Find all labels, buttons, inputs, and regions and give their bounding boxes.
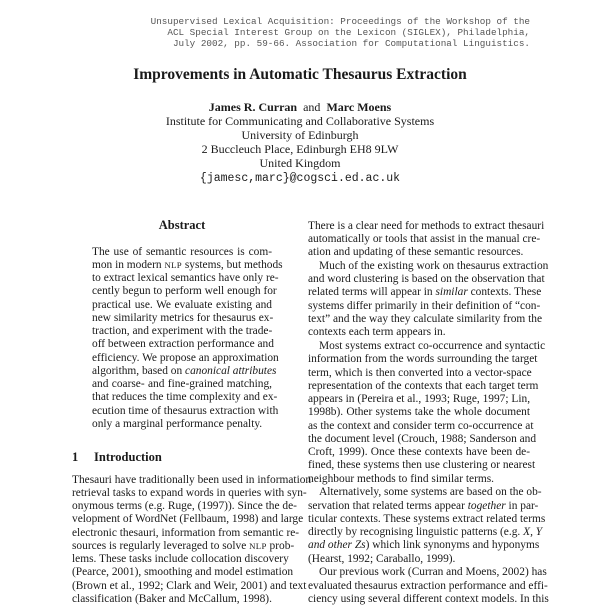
paragraph	[72, 473, 312, 606]
header-line: Unsupervised Lexical Acquisition: Proceedings of the Workshop of the	[150, 16, 530, 27]
text-line: 1998b). Other systems take the whole document	[308, 406, 530, 419]
author-name: Marc Moens	[326, 100, 392, 114]
text-line: evaluated thesaurus extraction performance and effi-	[308, 579, 548, 592]
author-block	[0, 100, 600, 186]
text-line: representation of the contexts that each target term	[308, 379, 539, 392]
section-number: 1	[72, 450, 79, 464]
text-line: fined, these systems then use clustering or nearest	[308, 459, 536, 472]
text-segment: contexts. These	[467, 286, 542, 299]
author-names	[0, 100, 600, 114]
text-line	[308, 539, 540, 552]
text-line: Thesauri have traditionally been used in information	[72, 473, 312, 486]
italic-text: canonical attributes	[185, 364, 277, 377]
paragraph	[92, 245, 283, 432]
text-line: traction, and experiment with the trade-	[92, 325, 273, 338]
italic-text: similar	[435, 286, 468, 299]
text-line	[308, 526, 543, 539]
text-line: There is a clear need for methods to extract thesauri	[308, 219, 545, 232]
text-line: and word clustering is based on the observation that	[308, 273, 545, 286]
paper-title: Improvements in Automatic Thesaurus Extraction	[133, 66, 467, 83]
text-line: lems. These tasks include collocation discovery	[72, 553, 289, 566]
small-caps-text: NLP	[164, 259, 182, 270]
text-line: term, which is then converted into a vector-space	[308, 366, 532, 379]
text-line: off between extraction performance and	[92, 338, 274, 351]
header-line: ACL Special Interest Group on the Lexicon (SIGLEX), Philadelphia,	[167, 27, 530, 38]
text-line: ticular contexts. These systems extract related terms	[308, 512, 546, 525]
introduction-body	[72, 473, 312, 606]
text-line: only a marginal performance penalty.	[92, 417, 263, 430]
text-line: ation and updating of these semantic resources.	[308, 246, 524, 259]
text-line: systems differ primarily in their definition of “con-	[308, 299, 541, 312]
text-line: electronic thesauri, information from semantic re-	[72, 526, 300, 539]
affiliation-line: United Kingdom	[259, 156, 341, 170]
text-line: The use of semantic resources is com-	[92, 245, 272, 258]
text-segment: prob-	[266, 539, 295, 552]
right-column-body	[308, 219, 549, 606]
text-line	[92, 364, 277, 378]
text-segment: directly by recognising linguistic patterns (e.g.	[308, 526, 524, 539]
text-segment: in par-	[505, 499, 539, 512]
paragraph	[308, 259, 549, 340]
text-line: Alternatively, some systems are based on the ob-	[319, 486, 542, 499]
text-line: velopment of WordNet (Fellbaum, 1998) and large	[72, 513, 304, 526]
paragraph	[308, 486, 546, 566]
italic-text: together	[467, 499, 506, 512]
text-line: information from the words surrounding the target	[308, 353, 538, 366]
text-segment: algorithm, based on	[92, 364, 186, 377]
text-line: cently begun to perform well enough for	[92, 285, 277, 298]
text-segment: mon in modern	[92, 258, 165, 271]
text-line: classification (Baker and McCallum, 1998).	[72, 592, 272, 605]
text-segment: servation that related terms appear	[308, 499, 468, 512]
text-line	[308, 286, 542, 299]
abstract-body	[92, 245, 283, 431]
affiliation-line: 2 Buccleuch Place, Edinburgh EH8 9LW	[201, 142, 399, 156]
text-line: (Pearce, 2001), smoothing and model estimation	[72, 566, 294, 579]
text-segment: sources is regularly leveraged to solve	[72, 539, 250, 552]
text-line: (Hearst, 1992; Caraballo, 1999).	[308, 552, 456, 565]
author-conjunction: and	[303, 100, 321, 114]
text-line: efficiency. We propose an approximation	[92, 351, 279, 364]
author-email: {jamesc,marc}@cogsci.ed.ac.uk	[199, 172, 401, 185]
text-line: Much of the existing work on thesaurus extraction	[319, 259, 549, 272]
text-line: onymous terms (e.g. Ruge, (1997)). Since the de-	[72, 500, 297, 513]
text-line: automatically or tools that assist in the manual cre-	[308, 232, 541, 245]
paragraph	[308, 219, 545, 260]
affiliation-line: Institute for Communicating and Collaborative Systems	[165, 114, 435, 128]
text-line: appears in (Pereira et al., 1993; Ruge, 1997; Lin,	[308, 393, 531, 406]
text-line: contexts each term appears in.	[308, 326, 446, 339]
section-heading-introduction	[72, 450, 162, 465]
text-line: Croft, 1999). Once these contexts have been de-	[308, 446, 530, 459]
text-segment: systems, but methods	[181, 258, 283, 271]
text-segment: ) which link synonyms and hyponyms	[365, 539, 540, 552]
text-line: neighbour methods to find similar terms.	[308, 472, 495, 485]
header-line: July 2002, pp. 59-66. Association for Computational Linguistics.	[172, 38, 530, 49]
text-line: ecution time of thesaurus extraction with	[92, 404, 279, 417]
publication-header	[151, 16, 530, 49]
author-name: James R. Curran	[208, 100, 298, 114]
abstract-heading: Abstract	[158, 218, 206, 232]
text-line: and coarse- and fine-grained matching,	[92, 378, 272, 391]
italic-text: X, Y	[523, 526, 543, 539]
paragraph	[308, 566, 549, 606]
text-line	[92, 258, 283, 272]
text-line: ciency using several different context models. In this	[308, 592, 549, 605]
paragraph	[308, 340, 546, 486]
text-line	[308, 499, 539, 513]
text-line: new similarity metrics for thesaurus ex-	[92, 311, 274, 324]
text-line	[72, 539, 295, 553]
small-caps-text: NLP	[249, 540, 267, 551]
text-line: (Brown et al., 1992; Clark and Weir, 2001) and text	[72, 579, 307, 592]
text-line: Our previous work (Curran and Moens, 2002) has	[319, 566, 547, 579]
text-line: the document level (Crouch, 1988; Sanderson and	[308, 432, 537, 445]
affiliation-line: University of Edinburgh	[241, 128, 359, 142]
text-line: retrieval tasks to expand words in queries with syn-	[72, 486, 307, 499]
text-line: Most systems extract co-occurrence and syntactic	[319, 340, 546, 353]
text-line: text” and the way they calculate similarity from the	[308, 312, 543, 325]
text-line: practical use. We evaluate existing and	[92, 298, 272, 311]
italic-text: and other Zs	[308, 539, 366, 552]
text-line: as the context and consider term co-occurrence at	[308, 419, 534, 432]
text-line: that reduces the time complexity and ex-	[92, 391, 278, 404]
section-title: Introduction	[94, 450, 162, 464]
text-segment: related terms will appear in	[308, 286, 436, 299]
text-line: to extract lexical semantics have only re-	[92, 272, 279, 285]
